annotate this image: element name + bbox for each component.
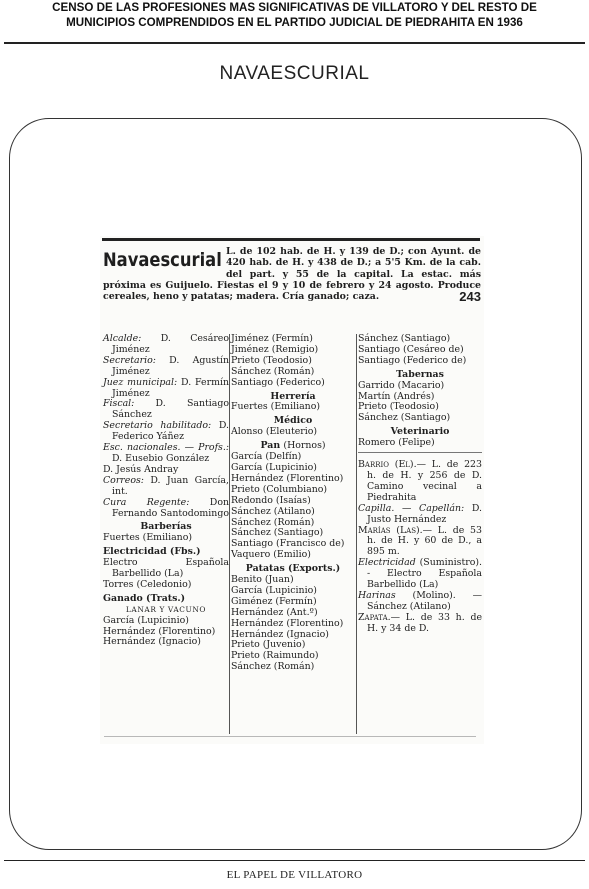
header-line-1: CENSO DE LAS PROFESIONES MAS SIGNIFICATIVAS DE VILLATORO Y DEL RESTO DE (52, 1, 537, 14)
list-item: Prieto (Teodosio) (231, 354, 312, 366)
alcalde-label: Alcalde: (103, 333, 142, 344)
barberias-item: Fuertes (Emiliano) (103, 532, 192, 544)
barrio-text: — L. de 223 h. de H. y 256 de D. Camino vecinal a Piedrahita (367, 459, 482, 503)
pan-item: García (Lupicinio) (231, 461, 317, 473)
list-item: Jiménez (Fermín) (231, 333, 313, 344)
harinas-entry (358, 591, 482, 613)
veterinario-heading: Veterinario (390, 426, 450, 438)
intro-text: L. de 102 hab. de H. y 139 de D.; con Ayunt. de 420 hab. de H. y 438 de D.; a 5'5 Km. de la cab. del part. y 55 de la capital. La estac. más próxima es Guijuelo. Fiestas el 9 y 10 de febrero y 24 agosto. Produce cereales, heno y patatas; madera. Cría ganado; caza. (103, 246, 481, 303)
tabernas-item: Garrido (Macario) (358, 379, 445, 391)
fiscal-label: Fiscal: (103, 398, 135, 410)
secretario-habilitado-value: D. Federico Yáñez (112, 420, 229, 443)
herreria-heading: Herrería (270, 390, 316, 402)
capilla-entry (358, 504, 482, 526)
zapata-text: — L. de 33 h. de H. y 34 de D. (367, 611, 482, 634)
patatas-item: Sánchez (Román) (231, 661, 315, 673)
fiscal-value: D. Santiago Sánchez (112, 398, 229, 421)
patatas-item: Giménez (Fermín) (231, 595, 317, 607)
pan-item: Sánchez (Santiago) (231, 527, 324, 539)
patatas-heading: Patatas (Exports.) (245, 563, 341, 575)
correos-value: D. Juan García, int. (112, 474, 229, 497)
alcalde-entry (103, 334, 229, 356)
patatas-item: Hernández (Florentino) (231, 617, 344, 629)
footer-rule (4, 860, 585, 861)
electricidad-suministro-label: Electricidad (358, 557, 416, 569)
herreria-item: Fuertes (Emiliano) (231, 401, 320, 413)
secretario-label: Secretario: (103, 354, 156, 366)
document-header (0, 0, 589, 44)
electricidad-suministro-entry (358, 558, 482, 591)
patatas-item: García (Lupicinio) (231, 584, 317, 596)
secretario-habilitado-label: Secretario habilitado: (103, 420, 212, 432)
capilla-label: Capilla. — Capellán: (358, 502, 465, 514)
ganado-item: García (Lupicinio) (103, 614, 189, 626)
clipping-heading (103, 246, 481, 305)
marias-text: — L. de 53 h. de H. y 60 de D., a 895 m. (367, 524, 482, 558)
patatas-item: Prieto (Raimundo) (231, 650, 319, 662)
ganado-item: Hernández (Ignacio) (103, 636, 201, 648)
tabernas-item: Sánchez (Santiago) (358, 412, 451, 424)
tabernas-item: Prieto (Teodosio) (358, 401, 439, 413)
marias-entry (358, 526, 482, 559)
secretario-entry (103, 356, 229, 378)
column-divider-2 (356, 334, 357, 734)
ganado-item: Hernández (Florentino) (103, 625, 216, 637)
medico-item: Alonso (Eleuterio) (231, 426, 318, 438)
pan-subtitle: (Hornos) (283, 440, 326, 452)
zapata-name: Zapata. (358, 611, 391, 623)
entry-number: 243 (459, 289, 481, 305)
escuelas-value-2: D. Jesús Andray (103, 463, 179, 475)
pan-title: Pan (260, 440, 281, 452)
fiscal-entry (103, 399, 229, 421)
patatas-item: Benito (Juan) (231, 574, 294, 586)
pan-item: Redondo (Isaías) (231, 494, 311, 506)
harinas-label: Harinas (358, 589, 396, 601)
escuelas-label: Esc. nacionales. — Profs.: (103, 442, 229, 454)
electricidad-item: Torres (Celedonio) (103, 578, 192, 590)
alcalde-value: D. Cesáreo Jiménez (112, 333, 229, 355)
pan-item: Prieto (Columbiano) (231, 483, 328, 495)
patatas-item: Prieto (Juvenio) (231, 639, 306, 651)
harinas-text: (Molino). — Sánchez (Atilano) (367, 589, 482, 612)
pan-item: Sánchez (Atilano) (231, 505, 315, 517)
list-item: Santiago (Federico) (231, 376, 325, 388)
electricidad-suministro-text: (Suministro). - Electro Española Barbellido (La) (367, 557, 482, 591)
list-item: Santiago (Cesáreo de) (358, 343, 464, 355)
list-item: Sánchez (Santiago) (358, 333, 451, 344)
ganado-subheading: LANAR Y VACUNO (125, 604, 207, 614)
clipping-column-2 (231, 334, 355, 673)
page-title: NAVAESCURIAL (219, 63, 370, 84)
tabernas-item: Martín (Andrés) (358, 390, 435, 402)
patatas-item: Hernández (Ant.º) (231, 606, 318, 618)
clipping-column-1 (103, 334, 229, 648)
cura-value: Don Fernando Santodomingo (112, 496, 229, 519)
clipping-top-rule (102, 238, 480, 241)
marias-name: Marías (Las). (358, 524, 423, 536)
pan-item: Vaquero (Emilio) (231, 549, 311, 561)
list-item: Sánchez (Román) (231, 365, 315, 377)
barrio-entry (358, 460, 482, 504)
zapata-entry (358, 613, 482, 635)
electricidad-heading: Electricidad (Fbs.) (103, 546, 201, 558)
clipping-bottom-rule (104, 736, 476, 737)
pan-item: Hernández (Florentino) (231, 472, 344, 484)
tabernas-heading: Tabernas (396, 368, 444, 380)
electricidad-item: Electro Española Barbellido (La) (103, 557, 229, 580)
secretario-value: D. Agustín Jiménez (112, 354, 229, 377)
patatas-item: Hernández (Ignacio) (231, 628, 329, 640)
town-name: Navaescurial (103, 249, 222, 271)
capilla-value: D. Justo Hernández (367, 502, 483, 525)
list-item: Santiago (Federico de) (358, 354, 467, 366)
escuelas-entry (103, 443, 229, 465)
veterinario-item: Romero (Felipe) (358, 437, 435, 449)
cura-label: Cura Regente: (103, 496, 190, 508)
newspaper-clipping (100, 236, 484, 744)
barberias-heading: Barberías (140, 521, 192, 533)
header-line-2: MUNICIPIOS COMPRENDIDOS EN EL PARTIDO JUDICIAL DE PIEDRAHITA EN 1936 (66, 16, 523, 29)
header-rule (4, 42, 585, 44)
escuelas-value: D. Eusebio González (112, 452, 210, 464)
clipping-column-3 (358, 334, 482, 635)
ganado-heading: Ganado (Trats.) (103, 592, 186, 604)
medico-heading: Médico (273, 415, 313, 427)
cura-entry (103, 498, 229, 520)
pan-item: Sánchez (Román) (231, 516, 315, 528)
correos-entry (103, 476, 229, 498)
pan-item: García (Delfín) (231, 451, 302, 463)
juez-value: D. Fermín Jiménez (112, 376, 230, 399)
column-divider-1 (229, 334, 230, 734)
correos-label: Correos: (103, 474, 144, 486)
list-item: Jiménez (Remigio) (231, 343, 319, 355)
juez-label: Juez municipal: (103, 376, 178, 388)
juez-entry (103, 378, 229, 400)
barrio-name: Barrio (El). (358, 459, 417, 471)
secretario-habilitado-entry (103, 421, 229, 443)
footer-text: EL PAPEL DE VILLATORO (226, 869, 363, 881)
pan-item: Santiago (Francisco de) (231, 538, 345, 550)
